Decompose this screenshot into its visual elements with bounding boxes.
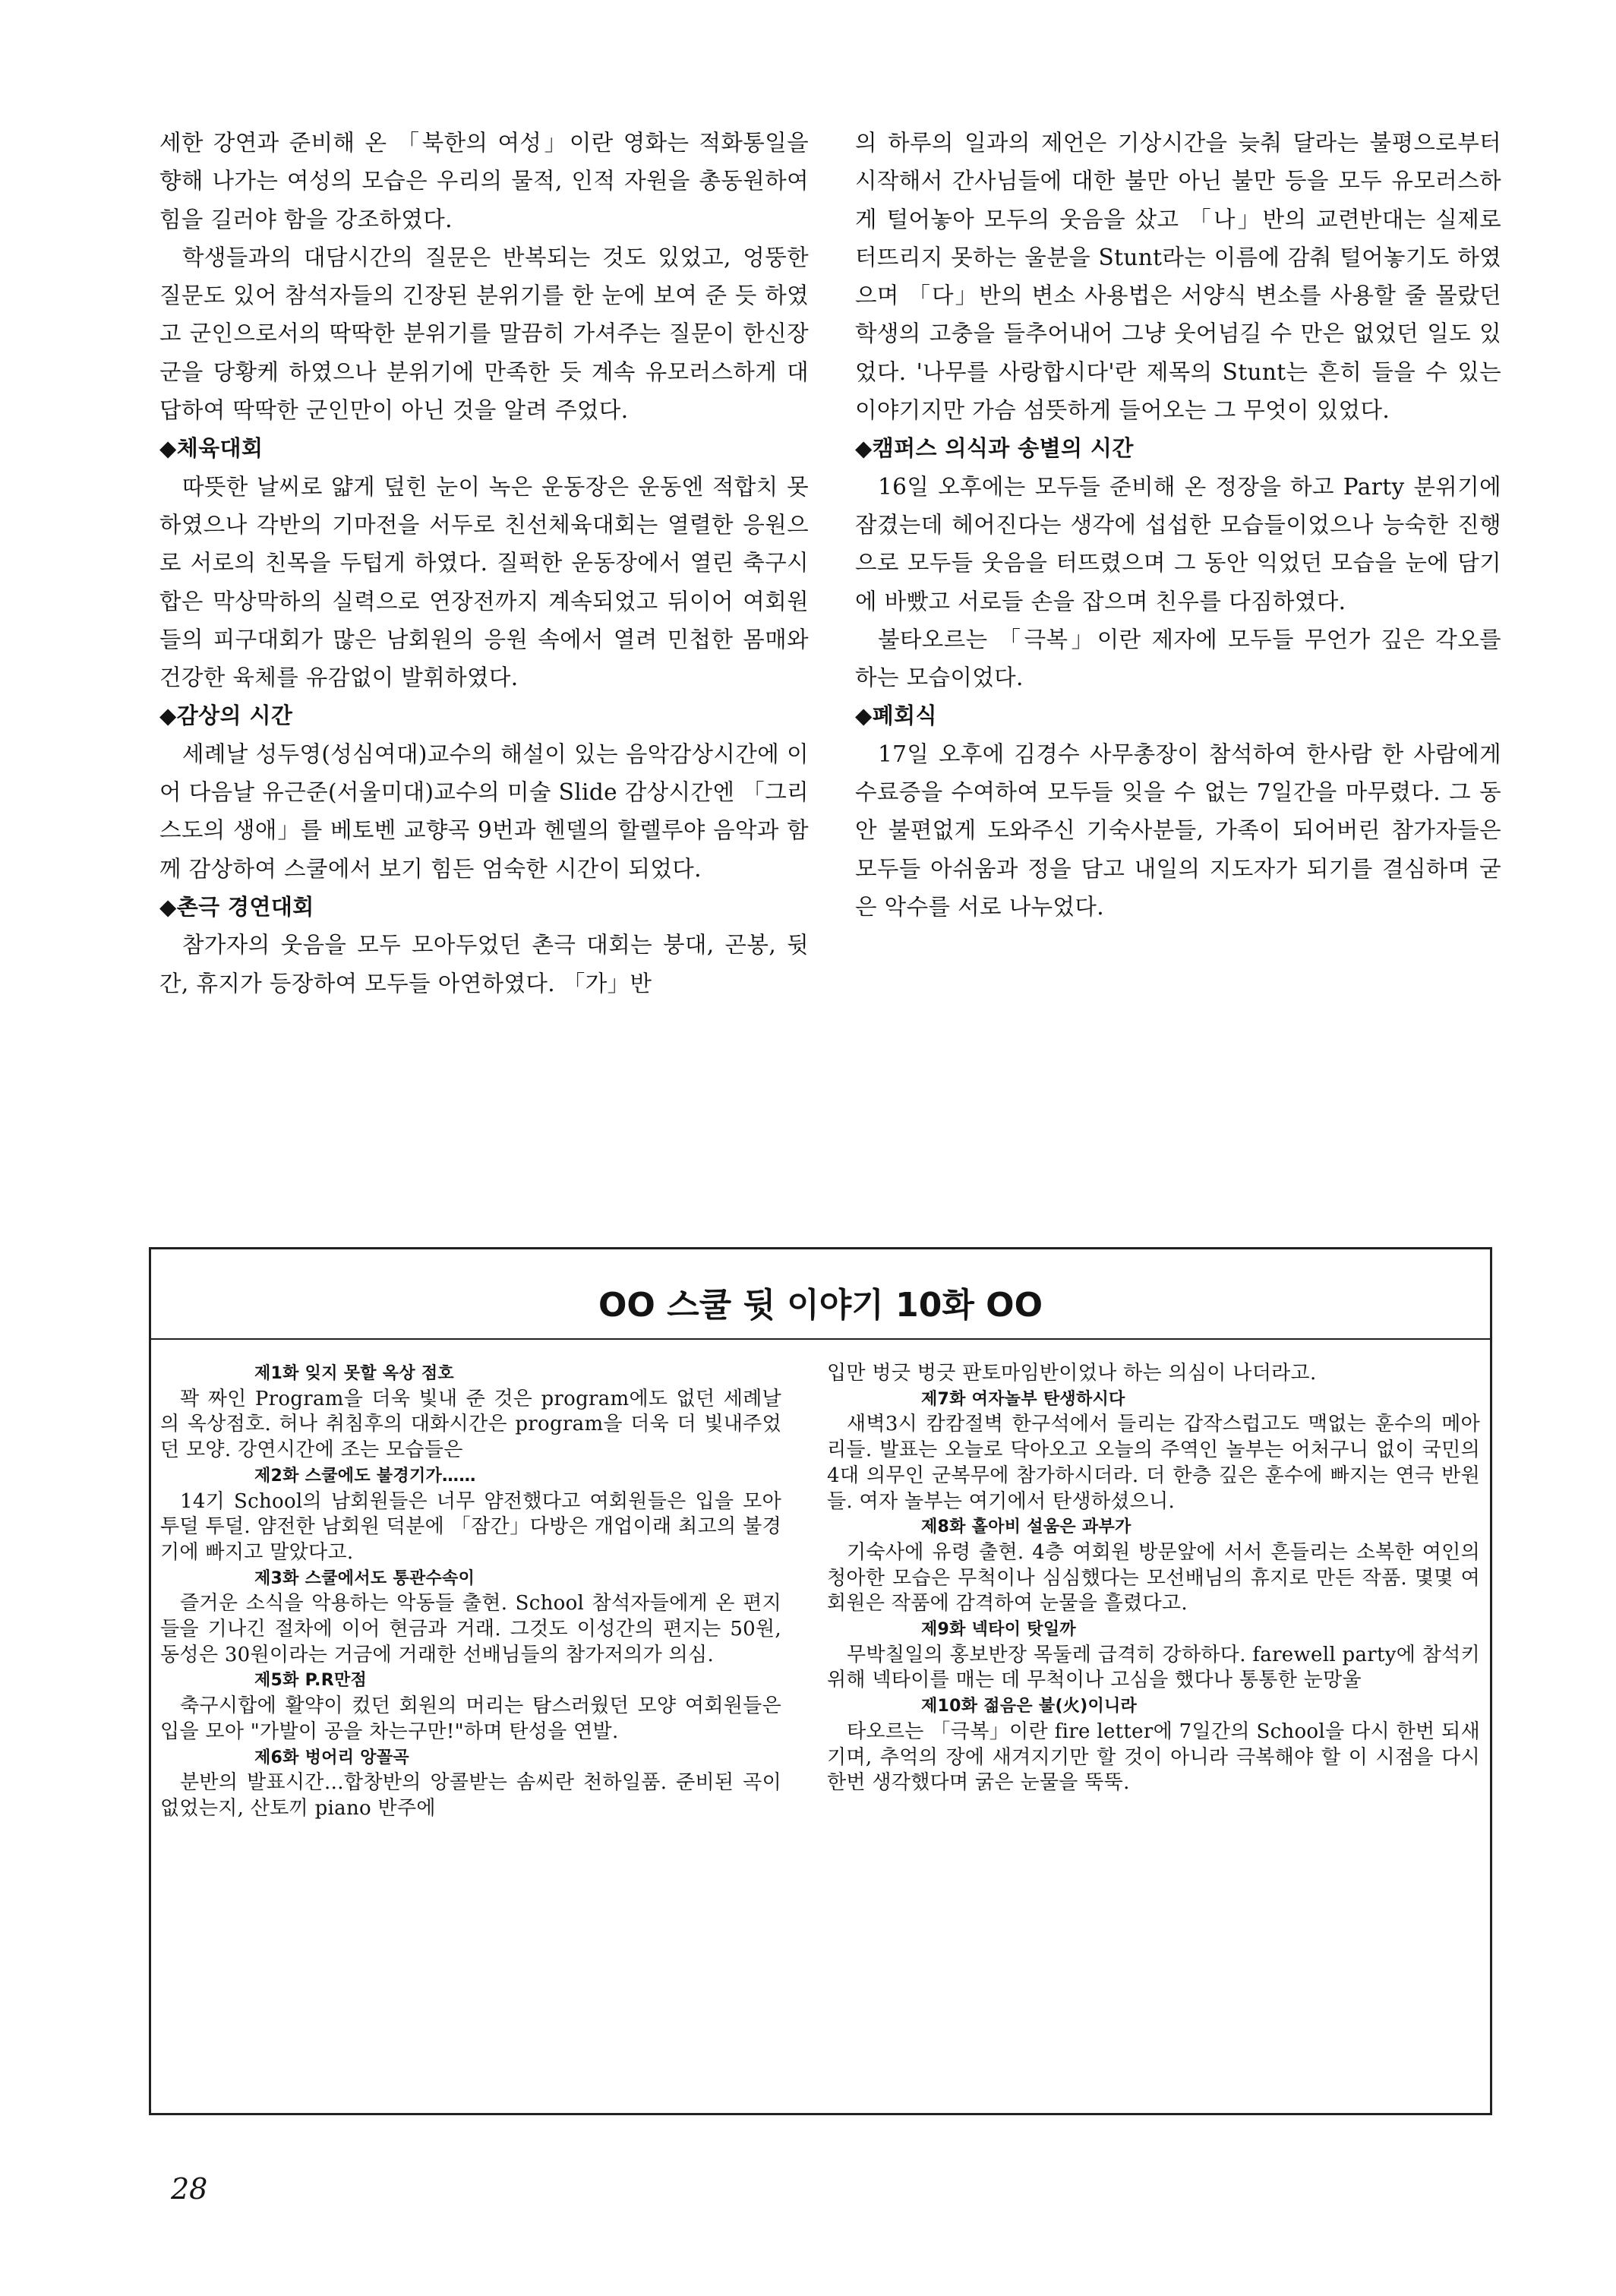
- story-text: 무박칠일의 홍보반장 목둘레 급격히 강하하다. farewell party에 참석키 위해 넥타이를 매는 데 무척이나 고심을 했다나 통통한 눈망울: [827, 1643, 1480, 1692]
- box-title: OO 스쿨 뒷 이야기 10화 OO: [598, 1286, 1043, 1325]
- page-number: 28: [171, 2172, 208, 2206]
- section-heading-sports: ◆체육대회: [159, 435, 264, 462]
- story-text: 축구시합에 활약이 컸던 회원의 머리는 탐스러웠던 모양 여회원들은 입을 모아 "가발이 공을 차는구만!"하며 탄성을 연발.: [160, 1694, 781, 1743]
- story-heading: 제7화 여자놀부 탄생하시다: [921, 1389, 1125, 1409]
- story-heading: 제8화 홀아비 설움은 과부가: [921, 1518, 1132, 1537]
- paragraph: 의 하루의 일과의 제언은 기상시간을 늦춰 달라는 불평으로부터 시작해서 간사님들에 대한 불만 아닌 불만 등을 모두 유모러스하게 털어놓아 모두의 웃음을 샀고 「나」반의 교련반대는 실제로 터뜨리지 못하는 울분을 Stunt라는 이름에 감춰 털어놓기도 하였으며 「다」반의 변소 사용법은 서양식 변소를 사용할 줄 몰랐던 학생의 고충을 들추어내어 그냥 웃어넘길 수 만은 없었던 일도 있었다. '나무를 사랑합시다'란 제목의 Stunt는 흔히 들을 수 있는 이야기지만 가슴 섬뜻하게 들어오는 그 무엇이 있었다.: [855, 130, 1501, 424]
- paragraph: 세한 강연과 준비해 온 「북한의 여성」이란 영화는 적화통일을 향해 나가는 여성의 모습은 우리의 물적, 인적 자원을 총동원하여 힘을 길러야 함을 강조하였다.: [159, 130, 809, 232]
- story-heading: 제6화 벙어리 앙꼴곡: [254, 1748, 409, 1767]
- story-heading: 제1화 잊지 못할 옥상 점호: [254, 1364, 454, 1383]
- story-text: 즐거운 소식을 악용하는 악동들 출현. School 참석자들에게 온 편지들을 기나긴 절차에 이어 현금과 거래. 그것도 이성간의 편지는 50원, 동성은 30원이라는 거금에 거래한 선배님들의 참가저의가 의심.: [160, 1592, 781, 1666]
- section-heading-campus: ◆캠퍼스 의식과 송별의 시간: [855, 435, 1134, 462]
- section-heading-skit: ◆촌극 경연대회: [159, 893, 314, 920]
- paragraph: 참가자의 웃음을 모두 모아두었던 촌극 대회는 붕대, 곤봉, 뒷간, 휴지가 등장하여 모두들 아연하였다. 「가」반: [159, 932, 809, 996]
- article-right-column: [855, 124, 1501, 926]
- story-heading: 제2화 스쿨에도 불경기가……: [254, 1466, 476, 1486]
- story-text: 새벽3시 캄캄절벽 한구석에서 들리는 갑작스럽고도 맥없는 훈수의 메아리들. 발표는 오늘로 닥아오고 오늘의 주역인 놀부는 어처구니 없이 국민의 4대 의무인 군복무에 참가하시더라. 더 한층 깊은 훈수에 빠지는 연극 반원들. 여자 놀부는 여기에서 탄생하셨으니.: [827, 1413, 1480, 1513]
- box-top-rule: [151, 1247, 1490, 1249]
- article-left-column: [159, 124, 809, 1003]
- story-heading: 제10화 젊음은 불(火)이니라: [921, 1697, 1138, 1716]
- box-right-column: [827, 1361, 1480, 1796]
- story-text: 기숙사에 유령 출현. 4층 여회원 방문앞에 서서 흔들리는 소복한 여인의 청아한 모습은 무척이나 심심했다는 모선배님의 휴지로 만든 작품. 몇몇 여회원은 작품에 감격하여 눈물을 흘렸다고.: [827, 1540, 1480, 1615]
- story-heading: 제3화 스쿨에서도 통관수속이: [254, 1568, 475, 1588]
- paragraph: 세례날 성두영(성심여대)교수의 해설이 있는 음악감상시간에 이어 다음날 유근준(서울미대)교수의 미술 Slide 감상시간엔 「그리스도의 생애」를 베토벤 교향곡 9번과 헨델의 할렐루야 음악과 함께 감상하여 스쿨에서 보기 힘든 엄숙한 시간이 되었다.: [159, 741, 809, 882]
- section-heading-closing: ◆폐회식: [855, 703, 937, 729]
- paragraph: 따뜻한 날씨로 얇게 덮힌 눈이 녹은 운동장은 운동엔 적합치 못하였으나 각반의 기마전을 서두로 친선체육대회는 열렬한 응원으로 서로의 친목을 두텁게 하였다. 질퍽한 운동장에서 열린 축구시합은 막상막하의 실력으로 연장전까지 계속되었고 뒤이어 여회원들의 피구대회가 많은 남회원의 응원 속에서 열려 민첩한 몸매와 건강한 육체를 유감없이 발휘하였다.: [159, 473, 809, 691]
- paragraph: 불타오르는 「극복」이란 제자에 모두들 무언가 깊은 각오를 하는 모습이었다.: [855, 626, 1501, 691]
- story-text: 14기 School의 남회원들은 너무 얌전했다고 여회원들은 입을 모아 투덜 투덜. 얌전한 남회원 덕분에 「잠간」다방은 개업이래 최고의 불경기에 빠지고 말았다고.: [160, 1489, 781, 1564]
- story-text: 입만 벙긋 벙긋 판토마임반이었나 하는 의심이 나더라고.: [827, 1362, 1317, 1385]
- story-heading: 제5화 P.R만점: [254, 1671, 368, 1691]
- section-heading-appreciation: ◆감상의 시간: [159, 703, 293, 729]
- sidebar-box-stories: [149, 1247, 1492, 2115]
- story-text: 분반의 발표시간…합창반의 앙콜받는 솜씨란 천하일품. 준비된 곡이 없었는지, 산토끼 piano 반주에: [160, 1771, 781, 1820]
- story-heading: 제9화 넥타이 탓일까: [921, 1620, 1076, 1640]
- paragraph: 17일 오후에 김경수 사무총장이 참석하여 한사람 한 사람에게 수료증을 수여하여 모두들 잊을 수 없는 7일간을 마무렸다. 그 동안 불편없게 도와주신 기숙사분들, 가족이 되어버린 참가자들은 모두들 아쉬움과 정을 담고 내일의 지도자가 되기를 결심하며 굳은 악수를 서로 나누었다.: [855, 741, 1501, 920]
- box-left-column: [160, 1361, 781, 1822]
- story-text: 타오르는 「극복」이란 fire letter에 7일간의 School을 다시 한번 되새기며, 추억의 장에 새겨지기만 할 것이 아니라 극복해야 할 이 시점을 다시 한번 생각했다며 굵은 눈물을 뚝뚝.: [827, 1720, 1480, 1795]
- box-title-rule: [151, 1338, 1490, 1340]
- paragraph: 16일 오후에는 모두들 준비해 온 정장을 하고 Party 분위기에 잠겼는데 헤어진다는 생각에 섭섭한 모습들이었으나 능숙한 진행으로 모두들 웃음을 터뜨렸으며 그 동안 익었던 모습을 눈에 담기에 바빴고 서로들 손을 잡으며 친우를 다짐하였다.: [855, 473, 1501, 614]
- paragraph: 학생들과의 대담시간의 질문은 반복되는 것도 있었고, 엉뚱한 질문도 있어 참석자들의 긴장된 분위기를 한 눈에 보여 준 듯 하였고 군인으로서의 딱딱한 분위기를 말끔히 가셔주는 질문이 한신장군을 당황케 하였으나 분위기에 만족한 듯 계속 유모러스하게 대답하여 딱딱한 군인만이 아닌 것을 알려 주었다.: [159, 244, 809, 424]
- story-text: 꽉 짜인 Program을 더욱 빛내 준 것은 program에도 없던 세례날의 옥상점호. 허나 취침후의 대화시간은 program을 더욱 더 빛내주었던 모양. 강연시간에 조는 모습들은: [160, 1387, 781, 1462]
